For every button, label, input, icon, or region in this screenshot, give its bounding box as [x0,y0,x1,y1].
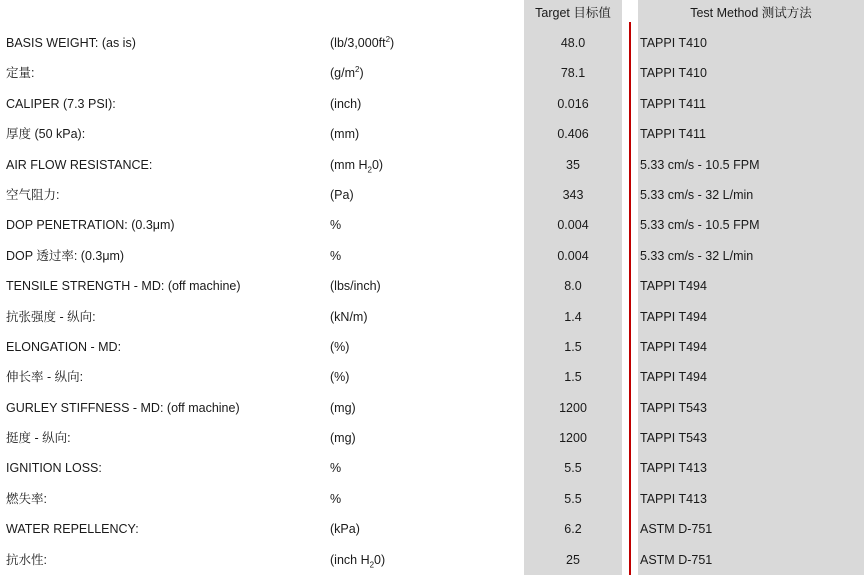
unit-label [330,58,520,88]
target-value: 343 [562,187,584,202]
unit-text: (mg) [330,431,356,446]
table-row [0,393,867,423]
unit-label [330,241,520,271]
property-label: 空气阻力: [6,187,60,202]
unit-text: (mg) [330,400,356,415]
test-method: TAPPI T413 [640,461,707,476]
target-value: 78.1 [560,66,586,81]
unit-label [330,302,520,332]
property-label: ELONGATION - MD: [6,339,122,354]
property-label: IGNITION LOSS: [6,461,102,476]
table-row [0,484,867,514]
unit-text: (mm) [330,127,360,142]
table-row [0,302,867,332]
property-label: GURLEY STIFFNESS - MD: (off machine) [6,400,240,415]
unit-label [330,332,520,362]
unit-text: (Pa) [330,187,354,202]
unit-text: % [330,461,342,476]
unit-text: (%) [330,339,350,354]
property-label: WATER REPELLENCY: [6,522,139,537]
table-row [0,28,867,58]
table-row [0,514,867,544]
target-value: 5.5 [564,491,582,506]
table-row [0,423,867,453]
table-row [0,89,867,119]
property-label: 抗水性: [6,552,47,567]
test-method: ASTM D-751 [640,552,713,567]
target-value: 1200 [559,431,587,446]
table-row [0,545,867,575]
table-row [0,210,867,240]
target-value: 8.0 [564,279,582,294]
unit-text: (g/m [330,66,355,81]
target-value: 1.5 [564,370,582,385]
unit-text: (lbs/inch) [330,279,381,294]
unit-tail: ) [390,36,395,50]
unit-subscript: 2 [367,165,372,175]
target-value: 6.2 [564,522,582,537]
unit-text: % [330,248,342,263]
unit-label [330,514,520,544]
unit-text: (%) [330,370,350,385]
test-method: TAPPI T494 [640,309,707,324]
test-method: 5.33 cm/s - 10.5 FPM [640,157,760,172]
unit-label [330,210,520,240]
test-method: TAPPI T411 [640,96,707,111]
unit-label [330,28,520,58]
target-header: Target 目标值 [535,6,611,20]
unit-tail: 0) [371,157,384,172]
property-label: CALIPER (7.3 PSI): [6,96,116,111]
test-method: TAPPI T543 [640,431,707,446]
test-method-header: Test Method 测试方法 [690,6,812,20]
table-row [0,271,867,301]
property-label: 伸长率 - 纵向: [6,370,84,385]
target-value: 0.004 [557,218,589,233]
table-row [0,180,867,210]
test-method: TAPPI T494 [640,339,707,354]
target-value: 0.406 [557,127,589,142]
test-method: TAPPI T543 [640,400,707,415]
target-value: 25 [566,552,580,567]
property-label: AIR FLOW RESISTANCE: [6,157,153,172]
target-value: 1200 [559,400,587,415]
test-method: TAPPI T494 [640,279,707,294]
property-label: 厚度 (50 kPa): [6,127,86,142]
test-method: TAPPI T410 [640,36,707,50]
test-method: TAPPI T494 [640,370,707,385]
property-label: TENSILE STRENGTH - MD: (off machine) [6,279,241,294]
property-label: 定量: [6,66,35,81]
unit-label [330,119,520,149]
test-method: TAPPI T413 [640,491,707,506]
table-row [0,119,867,149]
target-value: 0.016 [557,96,589,111]
spec-table [0,28,867,575]
unit-label [330,484,520,514]
property-label: 抗张强度 - 纵向: [6,309,96,324]
unit-text: (lb/3,000ft [330,36,386,50]
unit-superscript: 2 [355,65,360,75]
unit-label [330,393,520,423]
test-method: 5.33 cm/s - 32 L/min [640,187,754,202]
unit-tail: ) [359,66,364,81]
property-label: 燃失率: [6,491,47,506]
unit-superscript: 2 [385,34,391,44]
unit-text: % [330,491,342,506]
property-label: BASIS WEIGHT: (as is) [6,36,136,50]
unit-label [330,89,520,119]
target-value: 1.4 [564,309,582,324]
unit-label [330,271,520,301]
target-value: 5.5 [564,461,582,476]
test-method: 5.33 cm/s - 10.5 FPM [640,218,760,233]
unit-label [330,545,520,575]
unit-text: (kPa) [330,522,360,537]
target-value: 48.0 [560,36,586,50]
unit-label [330,362,520,392]
table-row [0,332,867,362]
unit-text: (inch H [330,552,370,567]
table-row [0,58,867,88]
table-row [0,362,867,392]
test-method: TAPPI T411 [640,127,707,142]
property-label: 挺度 - 纵向: [6,431,71,446]
target-value: 1.5 [564,339,582,354]
table-row [0,241,867,271]
unit-label [330,453,520,483]
table-row [0,150,867,180]
property-label: DOP PENETRATION: (0.3μm) [6,218,175,233]
unit-label [330,180,520,210]
unit-tail: 0) [374,552,386,567]
test-method: 5.33 cm/s - 32 L/min [640,248,754,263]
target-value: 0.004 [557,248,589,263]
unit-subscript: 2 [369,560,375,570]
property-label: DOP 透过率: (0.3μm) [6,248,125,263]
test-method: ASTM D-751 [640,522,713,537]
test-method: TAPPI T410 [640,66,707,81]
target-value: 35 [566,157,580,172]
unit-label [330,423,520,453]
unit-text: (kN/m) [330,309,368,324]
unit-label [330,150,520,180]
unit-text: (inch) [330,96,362,111]
unit-text: % [330,218,342,233]
unit-text: (mm H [330,157,368,172]
table-row [0,453,867,483]
